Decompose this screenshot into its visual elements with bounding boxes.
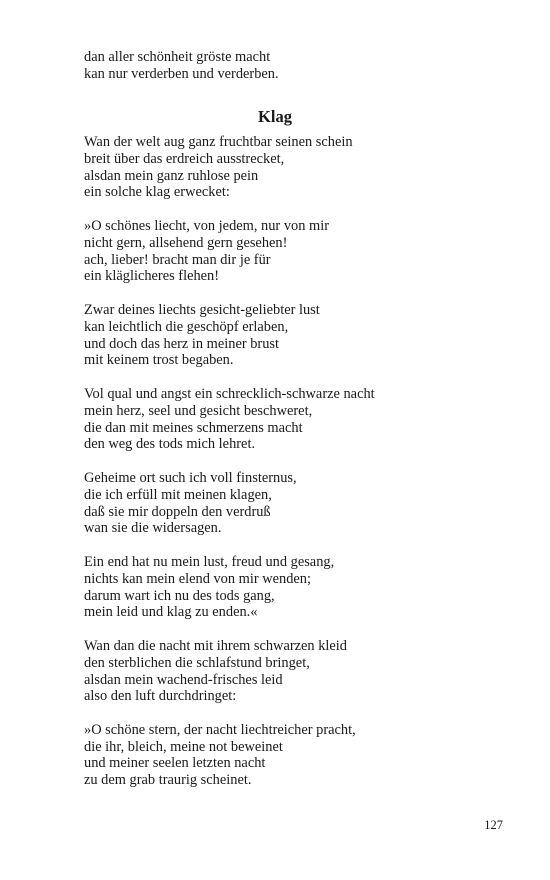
verse-line: kan leichtlich die geschöpf erlaben, [84,318,289,335]
verse-line: mein leid und klag zu enden.« [84,604,258,621]
poem-body [84,134,484,806]
verse-line: zu dem grab traurig scheinet. [84,772,252,789]
verse-line: Wan dan die nacht mit ihrem schwarzen kleid [84,637,347,654]
verse-line: ach, lieber! bracht man dir je für [84,251,271,268]
verse-line: nichts kan mein elend von mir wenden; [84,570,311,587]
verse-line: die dan mit meines schmerzens macht [84,419,303,436]
stanza [84,302,484,369]
verse-line: mein herz, seel und gesicht beschweret, [84,402,313,419]
verse-line: Ein end hat nu mein lust, freud und gesang, [84,553,335,570]
verse-line: mit keinem trost begaben. [84,352,234,369]
verse-line: »O schöne stern, der nacht liechtreicher pracht, [84,721,356,738]
stanza [84,554,484,621]
verse-line: die ich erfüll mit meinen klagen, [84,486,272,503]
intro-lines [84,49,484,83]
stanza [84,386,484,453]
stanza [84,134,484,201]
verse-line: alsdan mein wachend-frisches leid [84,671,283,688]
verse-line: ein kläglicheres flehen! [84,268,220,285]
verse-line: darum wart ich nu des tods gang, [84,587,275,604]
verse-line: »O schönes liecht, von jedem, nur von mir [84,217,329,234]
page-number: 127 [484,818,503,832]
verse-line: ein solche klag erwecket: [84,184,230,201]
intro-line: kan nur verderben und verderben. [84,65,279,82]
stanza [84,218,484,285]
verse-line: nicht gern, allsehend gern gesehen! [84,234,288,251]
poem-title: Klag [258,107,292,126]
verse-line: wan sie die widersagen. [84,520,222,537]
verse-line: also den luft durchdringet: [84,688,237,705]
verse-line: alsdan mein ganz ruhlose pein [84,167,259,184]
stanza [84,722,484,789]
verse-line: Wan der welt aug ganz fruchtbar seinen schein [84,134,353,150]
intro-line: dan aller schönheit gröste macht [84,49,271,65]
verse-line: und meiner seelen letzten nacht [84,755,266,772]
verse-line: den sterblichen die schlafstund bringet, [84,654,310,671]
verse-line: und doch das herz in meiner brust [84,335,280,352]
verse-line: Zwar deines liechts gesicht-geliebter lust [84,301,320,318]
verse-line: breit über das erdreich ausstrecket, [84,150,285,167]
verse-line: den weg des tods mich lehret. [84,436,256,453]
verse-line: Geheime ort such ich voll finsternus, [84,469,297,486]
stanza [84,470,484,537]
stanza [84,638,484,705]
verse-line: daß sie mir doppeln den verdruß [84,503,271,520]
verse-line: Vol qual und angst ein schrecklich-schwarze nacht [84,385,375,402]
verse-line: die ihr, bleich, meine not beweinet [84,738,283,755]
